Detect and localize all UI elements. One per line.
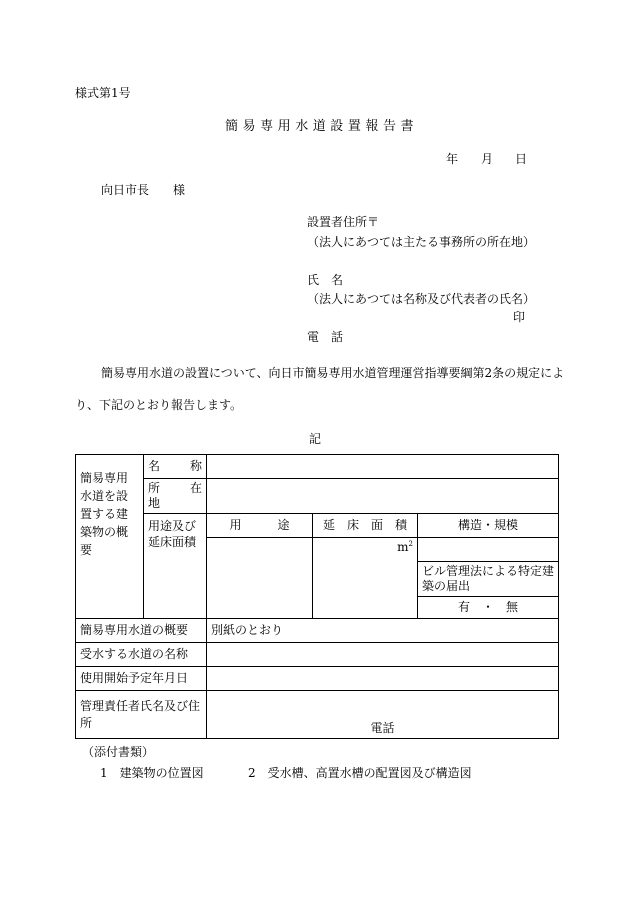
- date-day: 日: [515, 152, 528, 166]
- name-label: 氏 名: [307, 273, 344, 287]
- name-row-label: 名 称: [144, 455, 207, 479]
- structure-column-header: 構造・規模: [418, 514, 559, 538]
- page-title: 簡易専用水道設置報告書: [225, 119, 419, 134]
- floor-area-value[interactable]: [313, 538, 418, 619]
- location-row-label: 所 在 地: [144, 479, 207, 514]
- report-table: [75, 454, 559, 739]
- ki-heading: 記: [309, 432, 322, 446]
- floor-area-column-header: 延 床 面 積: [313, 514, 418, 538]
- building-law-label: ビル管理法による特定建築の届出: [418, 562, 559, 597]
- start-date-label: 使用開始予定年月日: [76, 667, 207, 691]
- phone-label: 電 話: [307, 330, 344, 344]
- structure-value[interactable]: [418, 538, 559, 562]
- building-header: 簡易専用水道を設置する建築物の概要: [76, 455, 144, 619]
- body-text-line2: り、下記のとおり報告します。: [75, 398, 243, 412]
- usage-area-label: 用途及び延床面積: [144, 514, 207, 619]
- yes-no-choice[interactable]: 有 ・ 無: [418, 597, 559, 619]
- overview-label: 簡易専用水道の概要: [76, 619, 207, 643]
- start-date-value[interactable]: [207, 667, 559, 691]
- address-note: （法人にあつては主たる事務所の所在地）: [307, 235, 536, 249]
- usage-value[interactable]: [207, 538, 313, 619]
- body-text-line1: 簡易専用水道の設置について、向日市簡易専用水道管理運営指導要綱第2条の規定によ: [101, 366, 565, 380]
- area-unit: m: [397, 540, 409, 554]
- date-year: 年: [446, 152, 459, 166]
- seal-mark: 印: [513, 310, 526, 324]
- manager-value[interactable]: [207, 691, 559, 739]
- form-number: 様式第1号: [75, 86, 131, 100]
- date-month: 月: [481, 152, 494, 166]
- name-note: （法人にあつては名称及び代表者の氏名）: [307, 292, 536, 306]
- attachment-item-2: 2 受水槽、高置水槽の配置図及び構造図: [248, 766, 472, 780]
- location-row-value[interactable]: [207, 479, 559, 514]
- attachment-item-1: 1 建築物の位置図: [100, 766, 204, 780]
- water-supply-label: 受水する水道の名称: [76, 643, 207, 667]
- manager-label: 管理責任者氏名及び住所: [76, 691, 207, 739]
- name-row-value[interactable]: [207, 455, 559, 479]
- water-supply-value[interactable]: [207, 643, 559, 667]
- addressee: 向日市長 様: [101, 183, 186, 197]
- address-label: 設置者住所〒: [307, 215, 380, 229]
- attachments-header: （添付書類）: [82, 745, 155, 759]
- manager-phone-label: 電話: [370, 721, 395, 735]
- area-unit-superscript: 2: [408, 540, 413, 548]
- usage-column-header: 用 途: [207, 514, 313, 538]
- overview-value: 別紙のとおり: [207, 619, 559, 643]
